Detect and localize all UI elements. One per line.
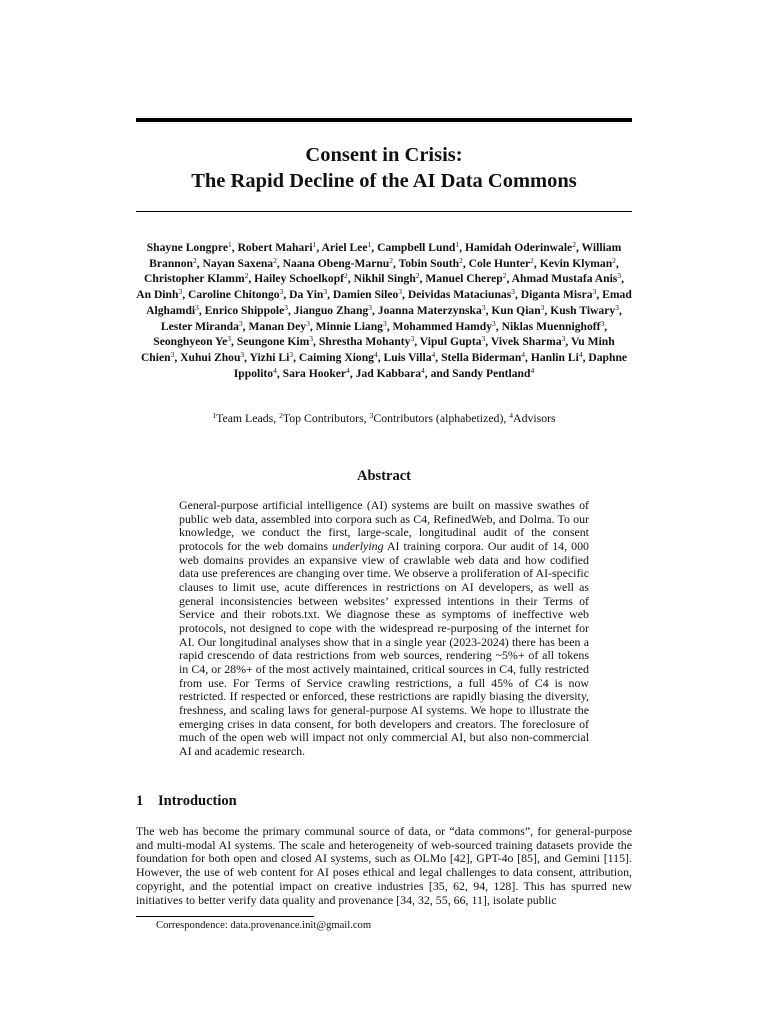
author-role-marker: 3 (382, 318, 387, 328)
author-role-marker: 3 (617, 271, 622, 281)
author-entry (205, 304, 288, 317)
author-role-marker: 3 (592, 287, 597, 297)
author-entry (491, 304, 544, 317)
author-role-marker: 2 (273, 255, 277, 265)
section-title: Introduction (158, 793, 237, 809)
author-role-marker: 3 (309, 334, 314, 344)
author-role-marker: 2 (193, 255, 197, 265)
author-name: Shrestha Mohanty (318, 335, 411, 349)
author-role-marker: 4 (346, 365, 350, 375)
author-role-marker: 2 (459, 255, 463, 265)
author-entry (299, 351, 378, 364)
author-role-marker: 4 (578, 349, 583, 359)
author-entry (188, 288, 283, 301)
author-name: Sara Hooker (282, 366, 347, 380)
author-role-marker: 3 (511, 287, 515, 297)
author-role-marker: 3 (227, 334, 232, 344)
author-name: Caiming Xiong (298, 350, 374, 364)
author-role-marker: 4 (521, 349, 526, 359)
author-role-marker: 2 (344, 271, 348, 281)
author-entry (180, 351, 244, 364)
author-name: Robert Mahari (237, 241, 313, 254)
author-entry (425, 272, 506, 285)
author-name: Luis Villa (383, 350, 432, 364)
author-entry (452, 367, 534, 380)
author-name: Kevin Klyman (539, 256, 613, 270)
author-entry (237, 335, 313, 348)
title-line-1: Consent in Crisis: (305, 144, 463, 166)
author-role-marker: 3 (279, 287, 284, 297)
author-role-marker: 3 (178, 287, 183, 297)
abstract-emphasis: underlying (332, 538, 384, 553)
author-name: Jianguo Zhang (293, 303, 369, 317)
author-name: William Brannon (149, 241, 622, 270)
author-role-marker: 4 (421, 365, 425, 375)
affiliation-marker: 2 (279, 411, 283, 420)
author-entry (144, 272, 248, 285)
author-role-marker: 3 (323, 287, 328, 297)
author-entry (354, 272, 420, 285)
author-name: Xuhui Zhou (180, 350, 241, 364)
author-entry (316, 320, 387, 333)
author-entry (465, 241, 576, 254)
author-name: Damien Sileo (332, 288, 399, 302)
author-name: Seonghyeon Ye (153, 335, 228, 349)
author-role-marker: 3 (600, 318, 605, 328)
author-entry (238, 241, 317, 254)
author-name: Lester Miranda (160, 319, 239, 333)
affiliation-marker: 1 (212, 411, 217, 420)
author-name: Campbell Lund (377, 241, 456, 254)
author-name: Vivek Sharma (490, 335, 562, 349)
affiliation-legend: $^1$Team Leads, $^2$Top Contributors, $^3$Contributors (alphabetized), $^4$Advisors (212, 411, 556, 425)
author-role-marker: 4 (273, 365, 277, 375)
abstract-text-post: AI training corpora. Our audit of 14, 000 web domains provides an expansive view of crawlable web data and how codified data use preferences are changing over time. We observe a proliferation of AI-specific clauses to limit use, acute differences in restrictions on AI developers, as well as general inconsistencies between websites’ expressed intentions in their Terms of Service and their robots.txt. We diagnose these as symptoms of ineffective web protocols, not designed to cope with the widespread re-purposing of the internet for AI. Our longitudinal analyses show that in a single year (2023-2024) there has been a rapid crescendo of data restrictions from web sources, rendering ~5%+ of all tokens in C4, or 28%+ of the most actively maintained, critical sources in C4, fully restricted from use. For Terms of Service crawling restrictions, a full 45% of C4 is now restricted. If respected or enforced, these restrictions are rapidly biasing the diversity, freshness, and scaling laws for general-purpose AI systems. We hope to illustrate the emerging crises in data consent, for both developers and creators. The foreclosure of much of the open web will impact not only commercial AI, but also non-commercial AI and academic research. (179, 538, 589, 758)
author-name: Da Yin (289, 288, 324, 302)
author-role-marker: 2 (389, 255, 393, 265)
abstract-body (179, 499, 589, 758)
author-name: Manuel Cherep (425, 272, 503, 286)
author-role-marker: 2 (244, 271, 249, 281)
author-role-marker: 3 (615, 302, 619, 312)
author-role-marker: 2 (612, 255, 616, 265)
author-entry (377, 241, 459, 254)
author-name: An Dinh (136, 288, 179, 302)
author-entry (322, 241, 372, 254)
author-role-marker: 2 (415, 271, 420, 281)
author-name: Mohammed Hamdy (392, 319, 493, 333)
author-entry (540, 257, 616, 270)
author-name: Joanna Materzynska (377, 303, 482, 317)
author-role-marker: 3 (481, 334, 486, 344)
author-entry (512, 272, 621, 285)
author-name: Cole Hunter (468, 256, 531, 270)
author-name: Caroline Chitongo (187, 288, 280, 302)
author-role-marker: 3 (368, 302, 372, 312)
affiliation-label: Top Contributors (282, 411, 364, 425)
author-role-marker: 3 (481, 302, 486, 312)
author-name: Nikhil Singh (353, 272, 416, 286)
correspondence-footnote: Correspondence: data.provenance.init@gmail.com (156, 920, 372, 931)
author-entry (469, 257, 534, 270)
author-entry (294, 304, 372, 317)
author-entry (491, 335, 566, 348)
author-role-marker: 1 (455, 240, 460, 249)
author-entry (441, 351, 525, 364)
author-entry (502, 320, 605, 333)
author-role-marker: 2 (502, 271, 507, 281)
author-name: Kush Tiwary (550, 303, 616, 317)
author-name: Yizhi Li (249, 350, 290, 364)
author-entry (550, 304, 619, 317)
abstract-text-pre: General-purpose artificial intelligence (AI) systems are built on massive swathes of public web data, assembled into corpora such as C4, RefinedWeb, and Dolma. To our knowledge, we conduct the first, large-scale, longitudinal audit of the consent protocols for the web domains (179, 498, 589, 553)
affiliation-marker: 4 (509, 411, 514, 420)
footnote-rule (136, 916, 314, 917)
author-role-marker: 3 (284, 302, 288, 312)
section-heading-introduction (136, 791, 237, 811)
author-role-marker: 3 (195, 302, 199, 312)
author-role-marker: 3 (540, 302, 545, 312)
author-entry (254, 272, 348, 285)
author-entry (531, 351, 583, 364)
author-name: Deividas Mataciunas (407, 288, 512, 302)
author-role-marker: 3 (289, 349, 294, 359)
affiliation-label: Advisors (513, 411, 556, 425)
author-entry (393, 320, 496, 333)
author-role-marker: 3 (306, 318, 310, 328)
author-role-marker: 1 (367, 240, 372, 249)
author-entry (521, 288, 597, 301)
author-name: Nayan Saxena (202, 256, 274, 270)
author-role-marker: 3 (561, 334, 566, 344)
author-entry (147, 241, 232, 254)
author-entry (384, 351, 436, 364)
author-entry (161, 320, 243, 333)
introduction-paragraph: The web has become the primary communal source of data, or “data commons”, for general-purpose and multi-modal AI systems. The scale and heterogeneity of web-sourced training datasets provide the foundation for both open and closed AI systems, such as OLMo [42], GPT-4o [85], and Gemini [115]. However, the use of web content for AI poses ethical and legal challenges to data consent, attribution, copyright, and the potential impact on creative industries [35, 62, 94, 128]. This has spurred new initiatives to better verify data quality and provenance [34, 32, 55, 66, 11], isolate public (136, 824, 632, 907)
author-role-marker: 2 (572, 240, 576, 249)
author-entry (136, 288, 182, 301)
author-name: Kun Qian (491, 303, 541, 317)
author-entry (283, 367, 350, 380)
author-name: Diganta Misra (520, 288, 593, 302)
author-name: Shayne Longpre (146, 241, 229, 254)
author-role-marker: 4 (373, 349, 378, 359)
author-name: Stella Biderman (441, 350, 522, 364)
title-line-2: The Rapid Decline of the AI Data Commons (191, 170, 577, 192)
author-role-marker: 1 (312, 240, 317, 249)
author-name: Sandy Pentland (452, 366, 531, 380)
author-role-marker: 3 (240, 349, 245, 359)
paper-title (136, 142, 632, 194)
author-role-marker: 3 (170, 349, 175, 359)
abstract-heading: Abstract (357, 468, 411, 484)
author-name: Vipul Gupta (419, 335, 482, 349)
affiliation-marker: 3 (369, 411, 374, 420)
affiliation-label: Team Leads (216, 411, 274, 425)
author-role-marker: 3 (398, 287, 403, 297)
author-role-marker: 4 (530, 365, 535, 375)
author-name: Hailey Schoelkopf (254, 272, 345, 286)
author-name: Manan Dey (248, 319, 307, 333)
author-entry (420, 335, 486, 348)
author-role-marker: 3 (410, 334, 415, 344)
author-role-marker: 4 (431, 349, 436, 359)
author-name: Vu Minh Chien (140, 335, 615, 364)
author-role-marker: 1 (228, 240, 232, 249)
author-entry (399, 257, 463, 270)
author-name: Hamidah Oderinwale (464, 241, 573, 254)
author-name: Tobin South (398, 256, 460, 270)
affiliation-label: Contributors (alphabetized) (373, 411, 504, 425)
author-entry (356, 367, 425, 380)
author-name: Seungone Kim (236, 335, 310, 349)
author-entry (333, 288, 402, 301)
author-entry (408, 288, 515, 301)
author-name: Jad Kabbara (355, 366, 422, 380)
title-bottom-rule (136, 211, 632, 212)
author-entry (248, 320, 309, 333)
author-list: Shayne Longpre$^1$, Robert Mahari$^1$, Ariel Lee$^1$, Campbell Lund$^1$, Hamidah Oderinwale$^2$, William Brannon$^2$, Nayan Saxena$^2$, Naana Obeng-Marnu$^2$, Tobin South$^2$, Cole Hunter$^2$, Kevin Klyman$^2$, Christopher Klamm$^2$, Hailey Schoelkopf$^2$, Nikhil Singh$^2$, Manuel Cherep$^2$, Ahmad Mustafa Anis$^3$, An Dinh$^3$, Caroline Chitongo$^3$, Da Yin$^3$, Damien Sileo$^3$, Deividas Mataciunas$^3$, Diganta Misra$^3$, Emad Alghamdi$^3$, Enrico Shippole$^3$, Jianguo Zhang$^3$, Joanna Materzynska$^3$, Kun Qian$^3$, Kush Tiwary$^3$, Lester Miranda$^3$, Manan Dey$^3$, Minnie Liang$^3$, Mohammed Hamdy$^3$, Niklas Muennighoff$^3$, Seonghyeon Ye$^3$, Seungone Kim$^3$, Shrestha Mohanty$^3$, Vipul Gupta$^3$, Vivek Sharma$^3$, Vu Minh Chien$^3$, Xuhui Zhou$^3$, Yizhi Li$^3$, Caiming Xiong$^4$, Luis Villa$^4$, Stella Biderman$^4$, Hanlin Li$^4$, Daphne Ippolito$^4$, Sara Hooker$^4$, Jad Kabbara$^4$, and Sandy Pentland$^4$ (136, 240, 632, 380)
author-entry (153, 335, 231, 348)
author-name: Hanlin Li (530, 350, 579, 364)
author-name: Emad Alghamdi (146, 288, 632, 317)
author-name: Ahmad Mustafa Anis (511, 272, 618, 286)
title-top-rule (136, 118, 632, 122)
author-name: Ariel Lee (321, 241, 368, 254)
author-entry (378, 304, 486, 317)
author-role-marker: 3 (492, 318, 496, 328)
author-name: Niklas Muennighoff (501, 319, 601, 333)
author-entry (283, 257, 393, 270)
author-name: Naana Obeng-Marnu (282, 256, 390, 270)
author-name: Enrico Shippole (204, 303, 285, 317)
author-entry (289, 288, 327, 301)
author-role-marker: 2 (530, 255, 534, 265)
author-entry (203, 257, 277, 270)
author-entry (319, 335, 414, 348)
author-role-marker: 3 (238, 318, 243, 328)
section-number: 1 (136, 793, 144, 809)
author-name: Christopher Klamm (144, 272, 245, 286)
author-name: Daphne Ippolito (233, 350, 628, 380)
author-entry (250, 351, 294, 364)
author-name: Minnie Liang (315, 319, 383, 333)
